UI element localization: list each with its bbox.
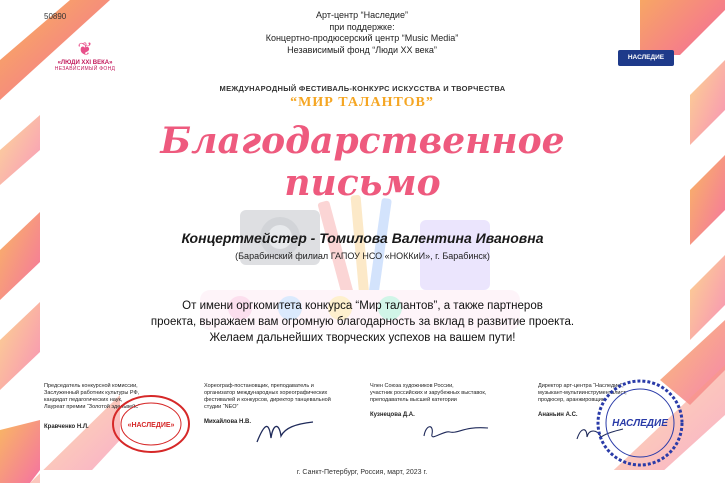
organizer-line-1: Арт-центр “Наследие” xyxy=(316,10,408,20)
signature-title-line: организатор международных хореографических xyxy=(204,390,328,396)
signature-title-line: Заслуженный работник культуры РФ, xyxy=(44,390,140,396)
message-line-2: проекта, выражаем вам огромную благодарность за вклад в развитие проекта. xyxy=(150,316,575,328)
signature-title-line: студии “NEO” xyxy=(204,404,239,410)
gratitude-message xyxy=(150,298,575,346)
serial-number: 50890 xyxy=(44,12,67,21)
red-seal-stamp xyxy=(110,392,192,456)
signature-title-line: преподаватель высшей категории xyxy=(370,397,457,403)
recipient-affiliation: (Барабинский филиал ГАПОУ НСО «НОККиИ», г. Барабинск) xyxy=(235,251,490,261)
organizer-line-2: при поддержке: xyxy=(329,21,395,32)
signature-title-line: фестивалей и конкурсов, директор танцевальной xyxy=(204,397,331,403)
organizer-line-3: Концертно-продюсерский центр “Music Media” xyxy=(265,33,459,43)
signatory-name: Кравченко Н.Л. xyxy=(44,424,89,430)
place-and-date: г. Санкт-Петербург, Россия, март, 2023 г. xyxy=(296,469,428,476)
signature-block-3 xyxy=(370,383,500,419)
contest-name: “МИР ТАЛАНТОВ” xyxy=(290,95,434,110)
message-line-1: От имени оргкомитета конкурса “Мир талантов”, а также партнеров xyxy=(182,300,543,312)
signatory-name: Ананьин А.С. xyxy=(538,412,578,418)
signature-title-line: музыкант-мультиинструменталист, xyxy=(538,390,627,396)
logo-subtitle: НЕЗАВИСИМЫЙ ФОНД xyxy=(54,66,116,72)
signature-title-line: Член Союза художников России, xyxy=(370,383,454,389)
signature-title-line: Хореограф-постановщик, преподаватель и xyxy=(204,383,314,389)
signature-title-line: Директор арт-центра “Наследие”, xyxy=(538,383,624,389)
handwritten-signature xyxy=(420,420,490,442)
recipient-name: Концертмейстер - Томилова Валентина Ивановна xyxy=(181,230,544,246)
title-line-1: Благодарственное xyxy=(160,120,565,162)
festival-name: МЕЖДУНАРОДНЫЙ ФЕСТИВАЛЬ-КОНКУРС ИСКУССТВА И ТВОРЧЕСТВА xyxy=(219,84,506,93)
organizers-block xyxy=(212,10,512,56)
blue-seal-stamp xyxy=(595,378,685,468)
butterfly-icon: ❦ xyxy=(77,39,93,59)
signature-title-line: кандидат педагогических наук, xyxy=(44,397,123,403)
signature-title-line: участник российских и зарубежных выставок, xyxy=(370,390,487,396)
message-line-3: Желаем дальнейших творческих успехов на вашем пути! xyxy=(209,332,516,344)
organizer-line-4: Независимый фонд “Люди XX века” xyxy=(287,44,437,55)
logo-name: «ЛЮДИ XXI ВЕКА» xyxy=(57,60,113,66)
red-stamp-text: «НАСЛЕДИЕ» xyxy=(127,422,175,429)
signatory-name: Кузнецова Д.А. xyxy=(370,412,415,418)
signature-title-line: продюсер, аранжировщик xyxy=(538,397,605,403)
handwritten-signature xyxy=(255,418,315,446)
title-line-2: письмо xyxy=(284,162,441,204)
signature-title-line: Председатель конкурсной комиссии, xyxy=(44,383,138,389)
signature-title-line: Лауреат премии “Золотой эдельвейс” xyxy=(44,404,140,410)
people-xxi-logo xyxy=(50,40,120,72)
blue-stamp-text: НАСЛЕДИЕ xyxy=(612,418,668,429)
nasledie-logo: НАСЛЕДИЕ xyxy=(618,50,674,66)
signatory-name: Михайлова Н.В. xyxy=(204,419,252,425)
